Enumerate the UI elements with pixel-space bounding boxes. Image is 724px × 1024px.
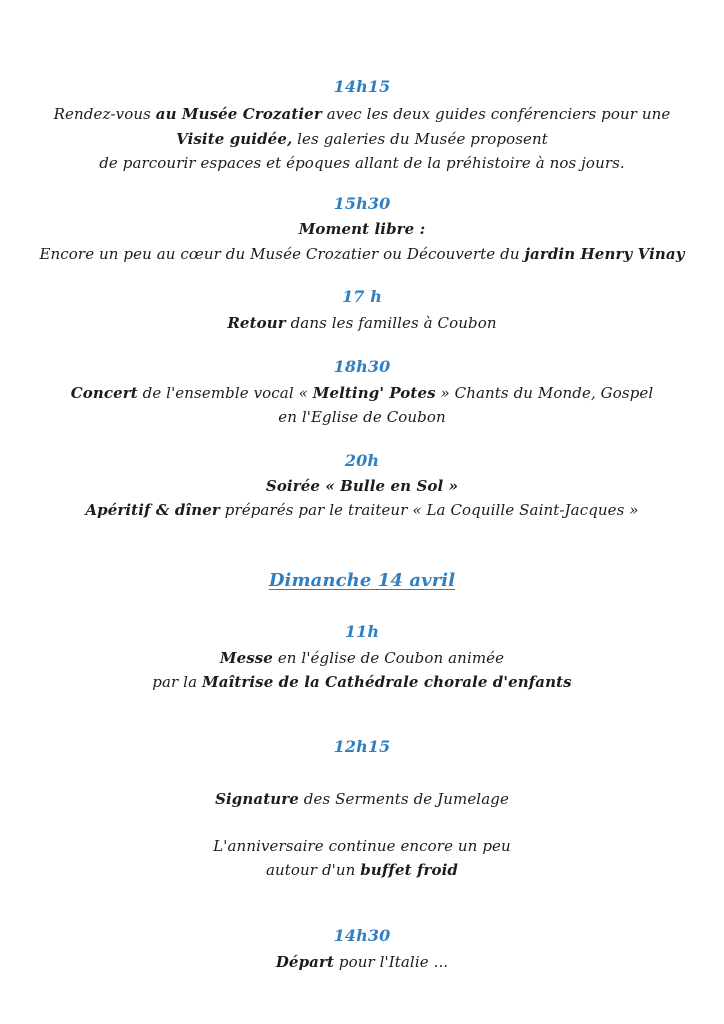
text: avec les deux guides conférenciers pour une (321, 105, 671, 123)
event-line (0, 501, 724, 519)
time-14h30: 14h30 (333, 926, 391, 945)
highlight: jardin Henry Vinay (524, 245, 685, 263)
text: les galeries du Musée proposent (292, 130, 548, 148)
text: Rendez-vous (53, 105, 156, 123)
event-line: L'anniversaire continue encore un peu (213, 837, 511, 855)
time-18h30: 18h30 (333, 357, 391, 376)
time-15h30: 15h30 (333, 194, 391, 213)
highlight: Maîtrise de la Cathédrale chorale d'enfants (202, 673, 572, 691)
highlight: buffet froid (360, 861, 459, 879)
highlight: Messe (219, 649, 273, 667)
event-line (0, 790, 724, 808)
event-line (0, 861, 724, 879)
highlight: Retour (227, 314, 286, 332)
event-line (0, 105, 724, 123)
event-line: en l'Eglise de Coubon (278, 408, 446, 426)
event-title: Soirée « Bulle en Sol » (265, 477, 459, 495)
highlight: Concert (70, 384, 138, 402)
time-11h: 11h (344, 622, 380, 641)
highlight: Visite guidée, (176, 130, 293, 148)
time-14h15: 14h15 (333, 77, 391, 96)
text: en l'église de Coubon animée (272, 649, 505, 667)
text: pour l'Italie ... (334, 953, 449, 971)
event-title: Moment libre : (298, 220, 426, 238)
text: » Chants du Monde, Gospel (435, 384, 654, 402)
highlight: Apéritif & dîner (85, 501, 220, 519)
event-line (0, 649, 724, 667)
text: autour d'un (265, 861, 361, 879)
text: de l'ensemble vocal « (137, 384, 313, 402)
day-heading: Dimanche 14 avril (268, 570, 456, 591)
time-20h: 20h (344, 451, 380, 470)
text: dans les familles à Coubon (285, 314, 497, 332)
highlight: Melting' Potes (312, 384, 436, 402)
time-17h: 17 h (342, 287, 382, 306)
highlight: Départ (275, 953, 335, 971)
event-line (0, 314, 724, 332)
event-line (0, 384, 724, 402)
event-line: de parcourir espaces et époques allant de la préhistoire à nos jours. (99, 154, 625, 172)
event-line (0, 130, 724, 148)
highlight: Signature (215, 790, 299, 808)
text: par la (152, 673, 202, 691)
text: préparés par le traiteur « La Coquille Saint-Jacques » (219, 501, 639, 519)
event-line (0, 245, 724, 263)
time-12h15: 12h15 (333, 737, 391, 756)
highlight: au Musée Crozatier (155, 105, 322, 123)
event-line (0, 953, 724, 971)
event-line (0, 673, 724, 691)
text: Encore un peu au cœur du Musée Crozatier ou Découverte du (39, 245, 525, 263)
text: des Serments de Jumelage (298, 790, 509, 808)
